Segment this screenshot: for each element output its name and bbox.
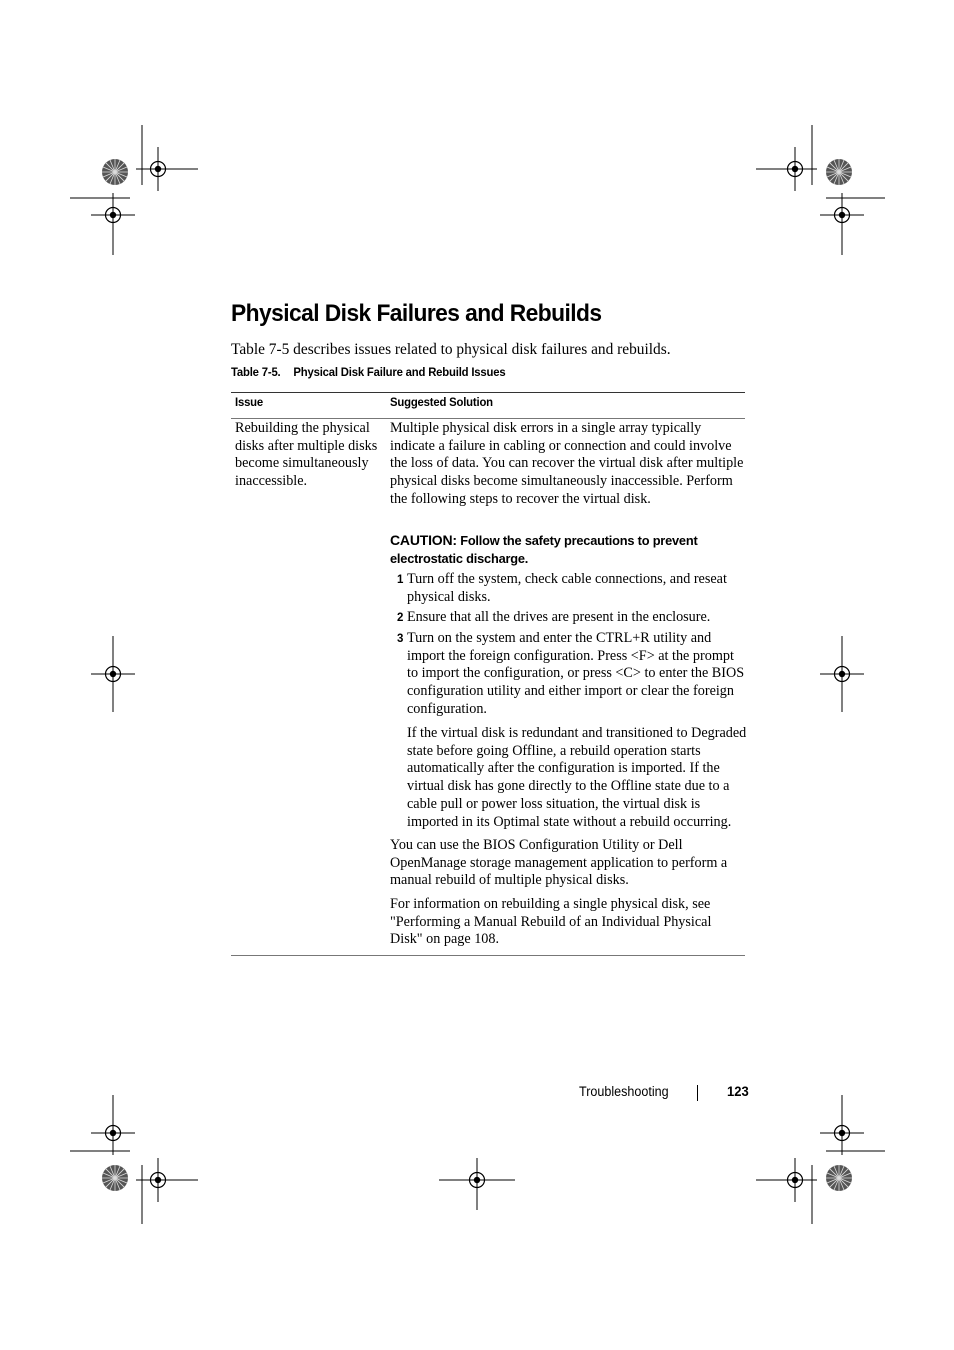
state-optimal: Optimal (493, 813, 540, 830)
caution-label: CAUTION: (390, 532, 457, 548)
table-bottom-rule (231, 955, 745, 956)
note-text: state before going (407, 742, 513, 759)
solution-openmanage: You can use the BIOS Configuration Utility or Dell OpenManage storage management application to perform a manual rebuild of multiple physical disks. (390, 837, 728, 889)
rebuild-note (407, 725, 747, 831)
intro-paragraph: Table 7-5 describes issues related to physical disk failures and rebuilds. (231, 341, 671, 358)
footer-section: Troubleshooting (579, 1084, 669, 1099)
header-suggested-solution: Suggested Solution (390, 395, 493, 409)
table-caption-number: Table 7-5. (231, 365, 281, 379)
page-title: Physical Disk Failures and Rebuilds (231, 300, 602, 327)
step-item (397, 609, 745, 627)
note-text: , a rebuild operation starts automatically after the configuration is imported. If the virtual disk has gone directly to the (407, 742, 720, 795)
step-text: Turn off the system, check cable connections, and reseat physical disks. (407, 571, 727, 605)
caution-note (390, 531, 746, 568)
table-header-rule (231, 418, 745, 419)
step-number: 1 (397, 574, 404, 586)
step-item (397, 630, 745, 719)
table-caption (231, 365, 505, 379)
step-item (397, 571, 745, 606)
step-number: 3 (397, 633, 404, 645)
table-top-rule (231, 392, 745, 393)
step-number: 2 (397, 612, 404, 624)
footer-divider (697, 1085, 698, 1101)
step-text: Ensure that all the drives are present in the enclosure. (407, 609, 711, 625)
issue-cell: Rebuilding the physical disks after multiple disks become simultaneously inaccessible. (235, 420, 378, 490)
caution-text: Follow the safety precautions to prevent electrostatic discharge. (390, 533, 698, 566)
step-text: Turn on the system and enter the CTRL+R utility and import the foreign configuration. Press <F> at the prompt to import the configuration, or press <C> to enter the BIOS configuration utility and either import or clear the foreign configuration. (407, 630, 745, 717)
state-degraded: Degraded (691, 725, 747, 741)
state-offline: Offline (610, 778, 652, 795)
state-offline: Offline (512, 742, 553, 759)
page-number: 123 (727, 1083, 749, 1099)
note-text: If the virtual disk is redundant and transitioned to (407, 725, 692, 741)
solution-intro: Multiple physical disk errors in a single array typically indicate a failure in cabling or connection and could involve the loss of data. You can recover the virtual disk after multiple physical disks become simultaneously inaccessible. Perform the following steps to recover the virtual disk. (390, 420, 744, 507)
table-caption-title: Physical Disk Failure and Rebuild Issues (293, 365, 506, 379)
solution-cross-reference: For information on rebuilding a single physical disk, see "Performing a Manual Rebuild of an Individual Physical Disk" on page 108. (390, 896, 712, 948)
header-issue: Issue (235, 395, 264, 409)
note-text: state due to a cable pull or power loss situation, the virtual disk is imported in its (407, 778, 730, 830)
note-text: state without a rebuild occurring. (539, 813, 732, 830)
